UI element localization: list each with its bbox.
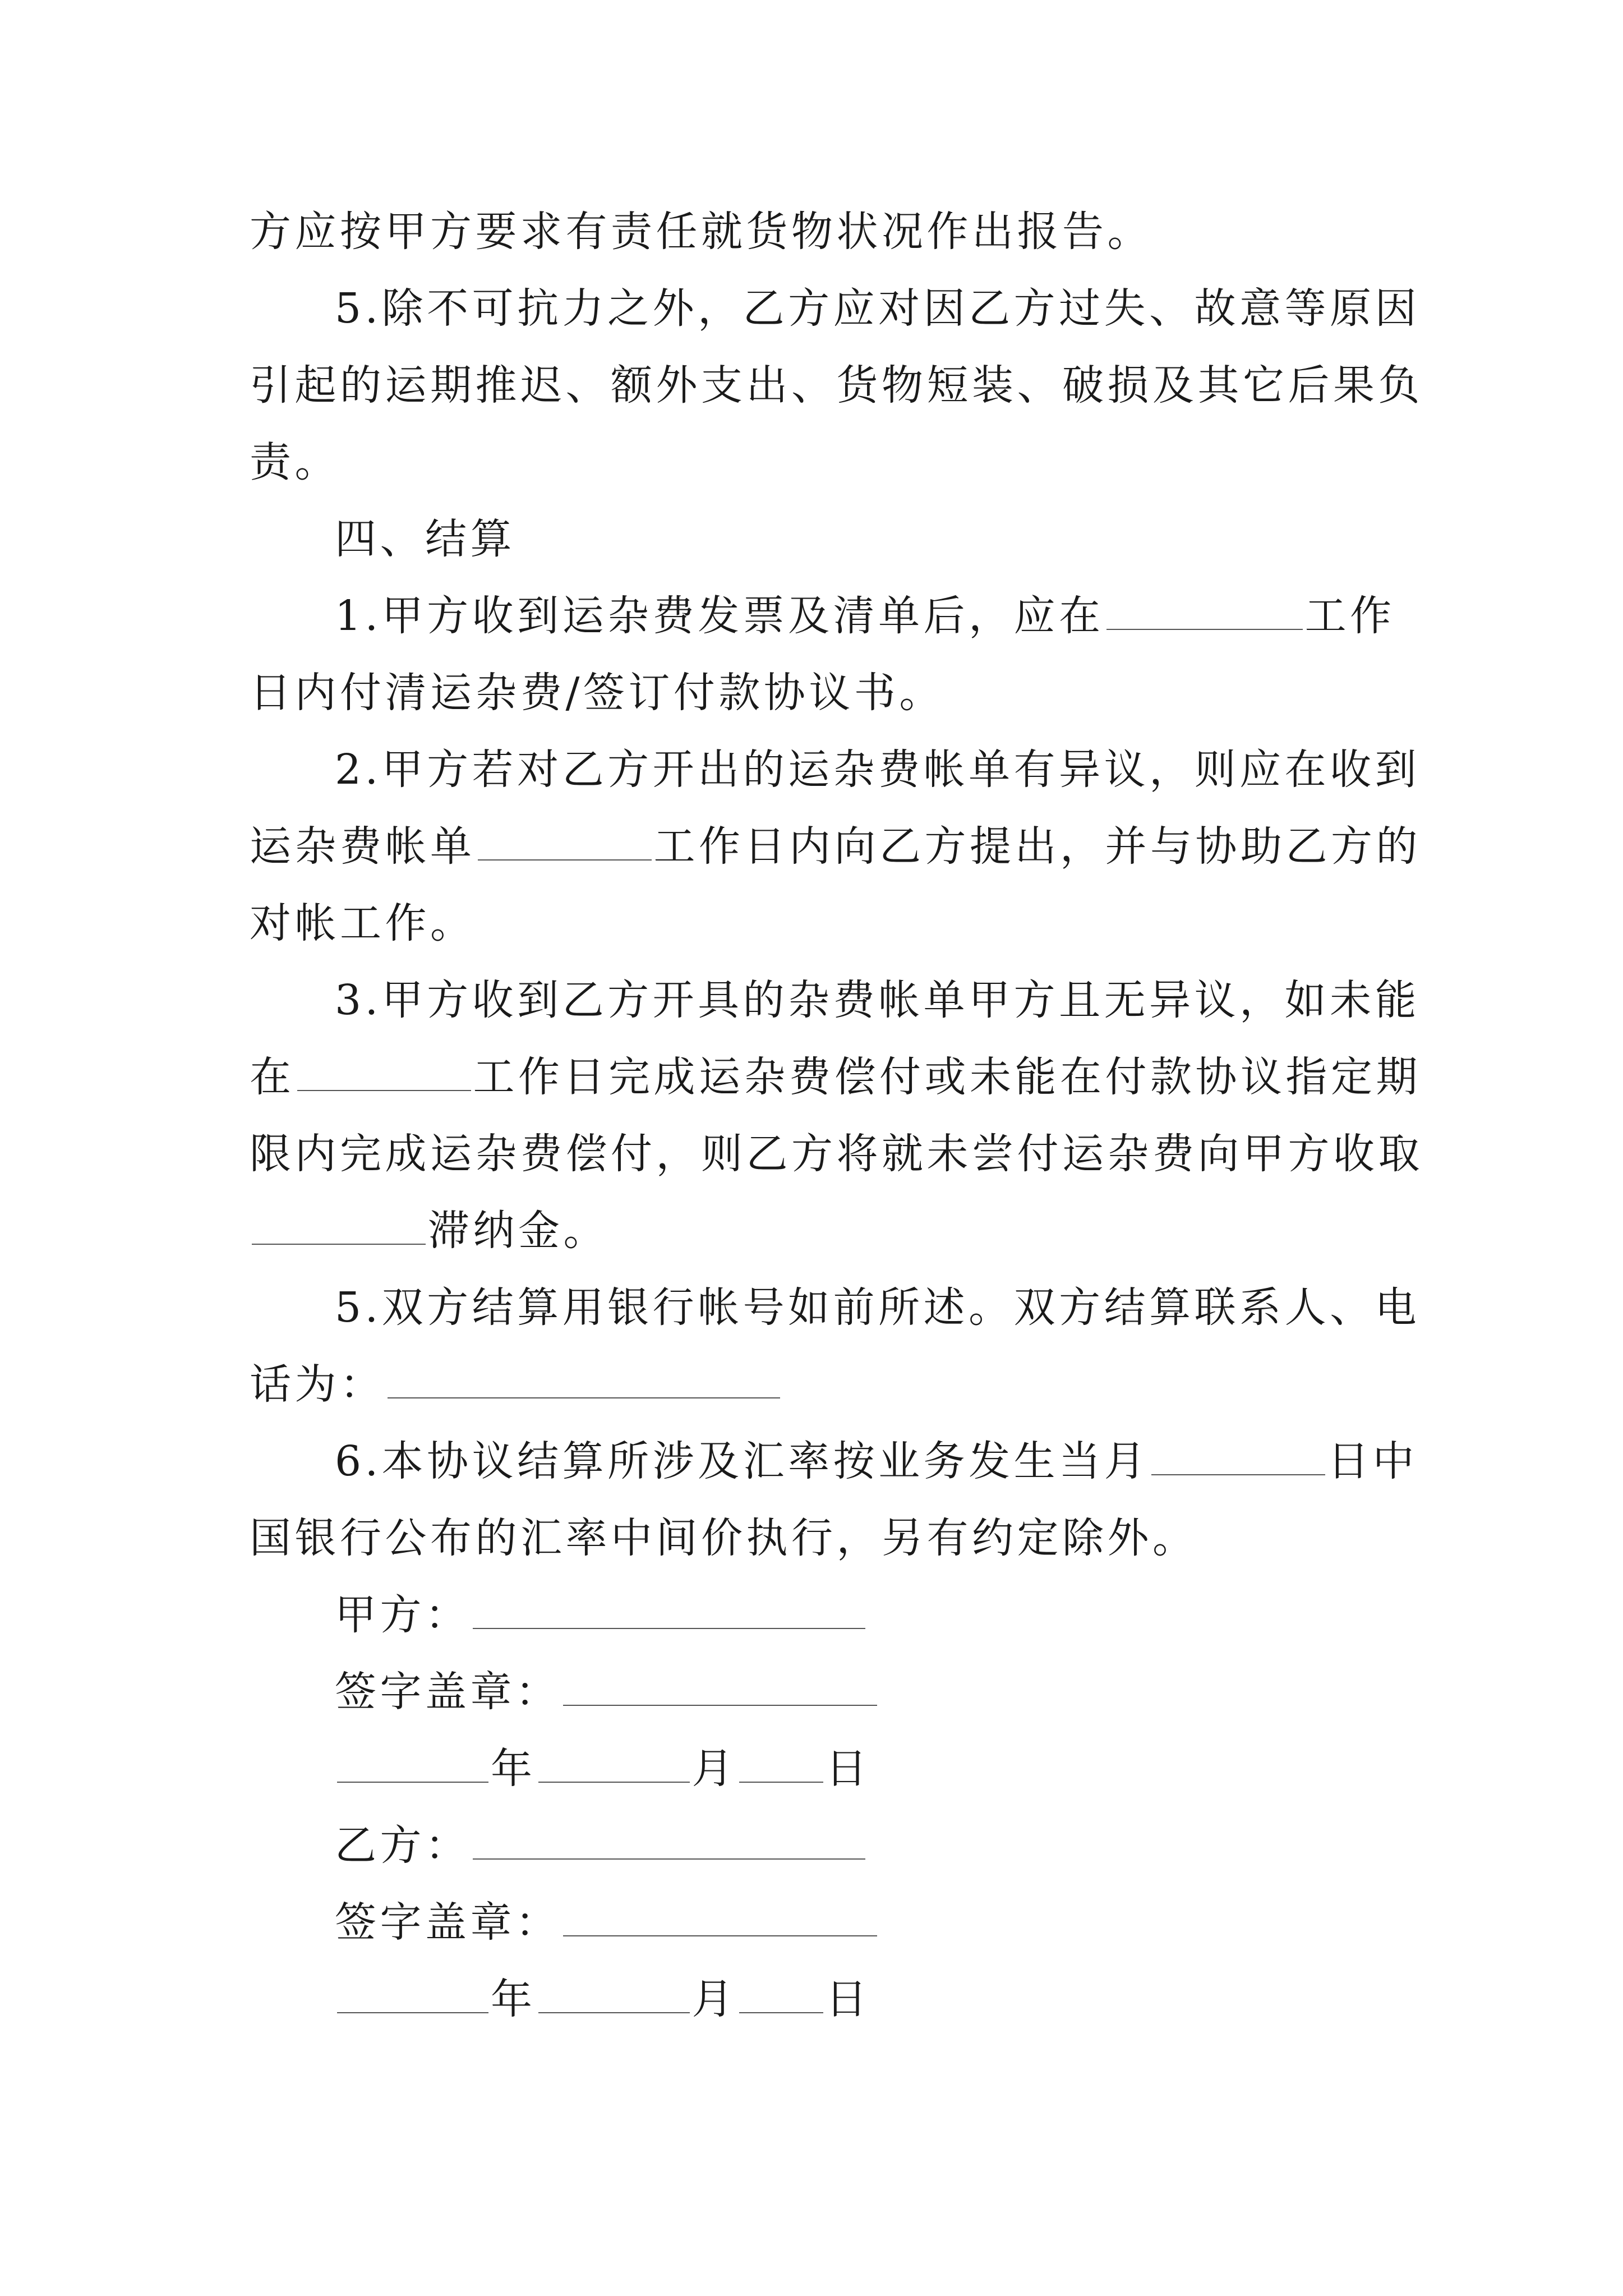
year-label: 年 <box>491 1745 536 1793</box>
party-a-date-line <box>250 1731 1388 1807</box>
party-b-line <box>250 1807 1388 1884</box>
text-segment: 5.除不可抗力之外，乙方应对因乙方过失、故意等原因 <box>335 284 1421 333</box>
clause-5-line-3 <box>250 424 1388 501</box>
party-a-line <box>250 1577 1388 1654</box>
section-title: 四、结算 <box>335 515 515 563</box>
text-segment: 1.甲方收到运杂费发票及清单后，应在 <box>335 592 1104 640</box>
settle-2-line-3 <box>250 885 1388 962</box>
settle-3-line-1 <box>250 962 1421 1039</box>
blank-field <box>388 1364 780 1398</box>
settle-1-line-1 <box>250 578 1395 655</box>
text-segment: 引起的运期推迟、额外支出、货物短装、破损及其它后果负 <box>250 361 1423 409</box>
year-blank <box>337 1748 488 1783</box>
clause-5-line-2 <box>250 347 1423 424</box>
settle-5-line-1 <box>250 1269 1421 1346</box>
settle-6-line-2 <box>250 1500 1388 1577</box>
month-label: 月 <box>691 1975 737 2023</box>
text-segment: 日内付清运杂费/签订付款协议书。 <box>250 669 944 717</box>
day-label: 日 <box>826 1745 871 1793</box>
text-segment: 限内完成运杂费偿付，则乙方将就未尝付运杂费向甲方收取 <box>250 1130 1423 1178</box>
blank-field <box>478 826 652 861</box>
day-label: 日 <box>826 1975 871 2023</box>
text-segment: 在 <box>250 1053 295 1101</box>
settle-3-line-4 <box>250 1193 1388 1269</box>
text-segment: 方应按甲方要求有责任就货物状况作出报告。 <box>250 208 1152 256</box>
month-label: 月 <box>691 1745 737 1793</box>
text-segment: 运杂费帐单 <box>250 822 476 871</box>
month-blank <box>538 1748 690 1783</box>
text-segment: 工作日内向乙方提出，并与协助乙方的 <box>653 822 1421 871</box>
text-segment: 日中 <box>1327 1437 1418 1485</box>
blank-field <box>1106 595 1303 630</box>
settle-1-line-2 <box>250 655 1388 731</box>
day-blank <box>739 1748 823 1783</box>
party-b-date-line <box>250 1961 1388 2038</box>
clause-5-line-1 <box>250 270 1421 347</box>
party-a-seal-line <box>250 1654 1388 1731</box>
settle-5-line-2 <box>250 1346 1388 1423</box>
text-segment: 2.甲方若对乙方开出的运杂费帐单有异议，则应在收到 <box>335 746 1421 794</box>
settle-2-line-2 <box>250 808 1421 885</box>
year-blank <box>337 1978 488 2013</box>
document-page <box>250 194 1423 2038</box>
text-segment: 对帐工作。 <box>250 899 476 947</box>
seal-label: 签字盖章： <box>335 1668 561 1716</box>
seal-blank <box>563 1902 877 1936</box>
party-a-label: 甲方： <box>335 1591 471 1639</box>
text-segment: 工作日完成运杂费偿付或未能在付款协议指定期 <box>473 1053 1421 1101</box>
blank-field <box>252 1210 426 1245</box>
party-b-label: 乙方： <box>335 1821 471 1870</box>
text-segment: 话为： <box>250 1360 385 1409</box>
month-blank <box>538 1978 690 2013</box>
party-b-blank <box>473 1825 865 1860</box>
section-heading <box>250 501 1388 578</box>
year-label: 年 <box>491 1975 536 2023</box>
text-segment: 6.本协议结算所涉及汇率按业务发生当月 <box>335 1437 1150 1485</box>
party-b-seal-line <box>250 1884 1388 1961</box>
text-line <box>250 194 1388 270</box>
text-segment: 5.双方结算用银行帐号如前所述。双方结算联系人、电 <box>335 1283 1421 1332</box>
text-segment: 工作 <box>1304 592 1395 640</box>
seal-label: 签字盖章： <box>335 1898 561 1947</box>
party-a-blank <box>473 1594 865 1629</box>
blank-field <box>297 1056 471 1091</box>
blank-field <box>1151 1441 1325 1475</box>
text-segment: 3.甲方收到乙方开具的杂费帐单甲方且无异议，如未能 <box>335 976 1421 1024</box>
settle-3-line-2 <box>250 1039 1421 1116</box>
settle-2-line-1 <box>250 731 1421 808</box>
seal-blank <box>563 1671 877 1706</box>
day-blank <box>739 1978 823 2013</box>
settle-6-line-1 <box>250 1423 1418 1500</box>
text-segment: 国银行公布的汇率中间价执行，另有约定除外。 <box>250 1514 1198 1562</box>
text-segment: 滞纳金。 <box>428 1207 608 1255</box>
settle-3-line-3 <box>250 1116 1423 1193</box>
text-segment: 责。 <box>250 438 340 486</box>
